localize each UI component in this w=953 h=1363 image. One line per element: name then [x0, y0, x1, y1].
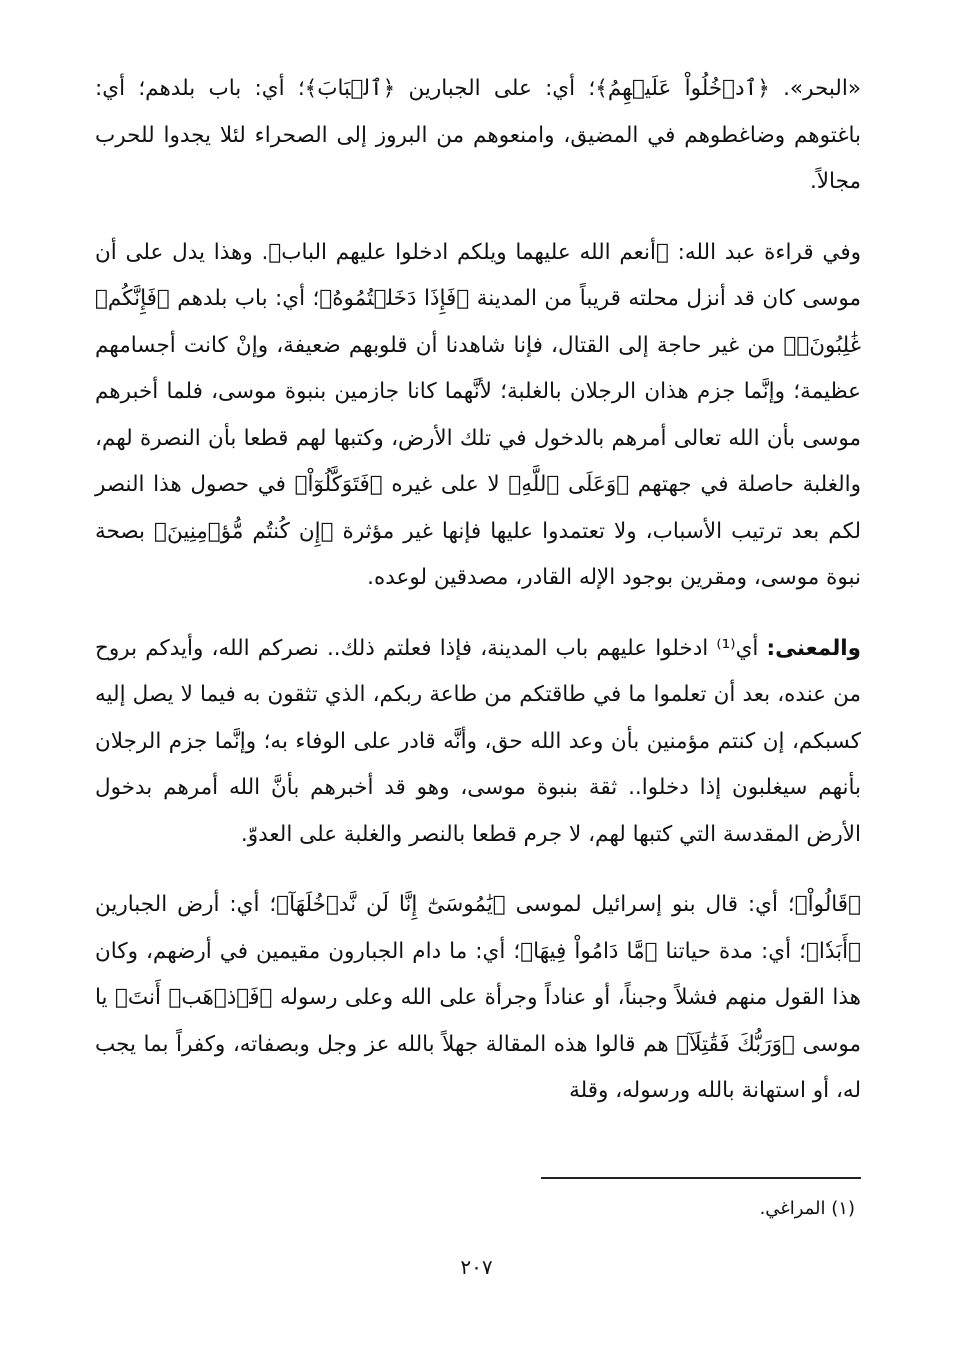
- paragraph-2: [95, 230, 861, 602]
- footnote-divider: [541, 1177, 861, 1179]
- page-body: [95, 66, 861, 1115]
- paragraph-3-lead: والمعنى:: [766, 635, 861, 661]
- paragraph-4-text: ﴿قَالُواْ﴾؛ أي: قال بنو إسرائيل لموسى ﴿يَٰمُوسَىٰٓ إِنَّا لَن نَّدۡخُلَهَآ﴾؛ أي: أرض الجبارين ﴿أَبَدٗا﴾؛ أي: مدة حياتنا ﴿مَّا دَامُواْ فِيهَا﴾؛ أي: ما دام الجبارون مقيمين في أرضهم، وكان هذا القول منهم فشلاً وجبناً، أو عناداً وجرأة على الله وعلى رسوله ﴿فَٱذۡهَبۡ أَنتَ﴾ يا موسى ﴿وَرَبُّكَ فَقَٰتِلَآ﴾ هم قالوا هذه المقالة جهلاً بالله عز وجل وبصفاته، وكفراً بما يجب له، أو استهانة بالله ورسوله، وقلة: [95, 892, 861, 1103]
- paragraph-1-text: «البحر». ﴿ٱدۡخُلُواْ عَلَيۡهِمُ﴾؛ أي: على الجبارين ﴿ٱلۡبَابَ﴾؛ أي: باب بلدهم؛ أي: باغتوهم وضاغطوهم في المضيق، وامنعوهم من البروز إلى الصحراء لئلا يجدوا للحرب مجالاً.: [95, 76, 861, 194]
- paragraph-3-text: أي⁽¹⁾ ادخلوا عليهم باب المدينة، فإذا فعلتم ذلك.. نصركم الله، وأيدكم بروح من عنده، بعد أن تعلموا ما في طاقتكم من طاعة ربكم، الذي تثقون به فيما لا يصل إليه كسبكم، إن كنتم مؤمنين بأن وعد الله حق، وأنَّه قادر على الوفاء به؛ وإنَّما جزم الرجلان بأنهم سيغلبون إذا دخلوا.. ثقة بنبوة موسى، وهو قد أخبرهم بأنَّ الله أمرهم بدخول الأرض المقدسة التي كتبها لهم، لا جرم قطعا بالنصر والغلبة على العدوّ.: [95, 635, 861, 847]
- paragraph-2-text: وفي قراءة عبد الله: ﴿أنعم الله عليهما ويلكم ادخلوا عليهم الباب﴾. وهذا يدل على أن موسى كان قد أنزل محلته قريباً من المدينة ﴿فَإِذَا دَخَلۡتُمُوهُ﴾؛ أي: باب بلدهم ﴿فَإِنَّكُمۡ غَٰلِبُونَۚ﴾ من غير حاجة إلى القتال، فإنا شاهدنا أن قلوبهم ضعيفة، وإنْ كانت أجسامهم عظيمة؛ وإنَّما جزم هذان الرجلان بالغلبة؛ لأنَّهما كانا جازمين بنبوة موسى، فلما أخبرهم موسى بأن الله تعالى أمرهم بالدخول في تلك الأرض، وكتبها لهم قطعا بأن النصرة لهم، والغلبة حاصلة في جهتهم ﴿وَعَلَى ٱللَّهِ﴾ لا على غيره ﴿فَتَوَكَّلُوٓاْ﴾ في حصول هذا النصر لكم بعد ترتيب الأسباب، ولا تعتمدوا عليها فإنها غير مؤثرة ﴿إِن كُنتُم مُّؤۡمِنِينَ﴾ بصحة نبوة موسى، ومقرين بوجود الإله القادر، مصدقين لوعده.: [95, 239, 861, 590]
- paragraph-1: [95, 66, 861, 206]
- paragraph-3: [95, 626, 861, 859]
- page-number: ٢٠٧: [460, 1255, 493, 1279]
- paragraph-4: [95, 882, 861, 1115]
- footnote: (١) المراغي.: [759, 1198, 855, 1219]
